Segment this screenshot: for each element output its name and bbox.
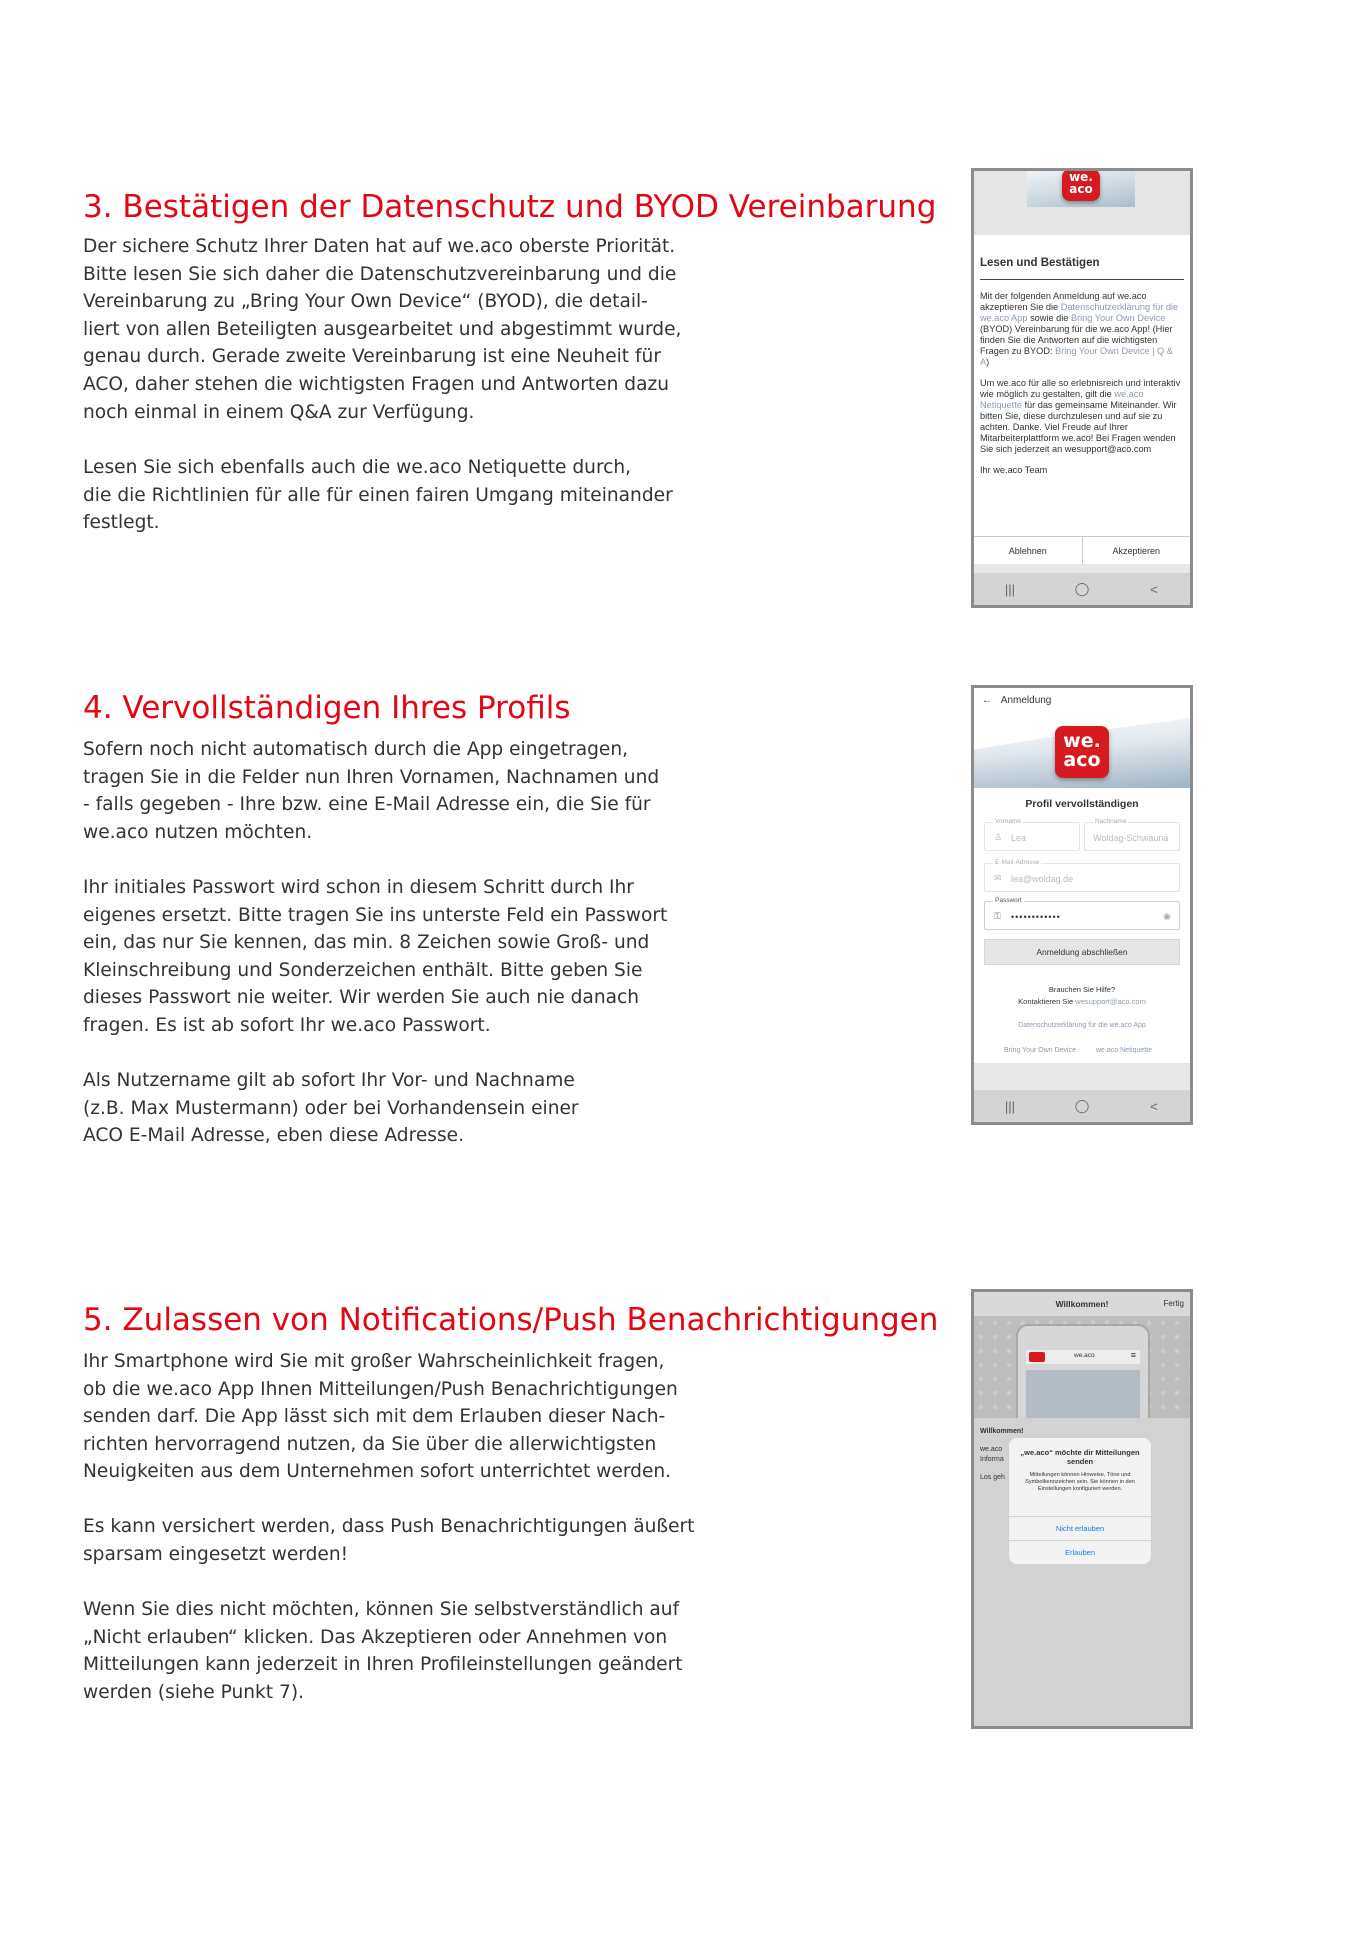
home-icon[interactable]: ◯	[1074, 1098, 1090, 1113]
netiquette-link[interactable]: we.aco Netiquette	[1096, 1047, 1153, 1054]
home-icon[interactable]: ◯	[1074, 581, 1090, 596]
byod-link[interactable]: Bring Your Own Device	[1004, 1047, 1076, 1054]
back-icon[interactable]: <	[1150, 1098, 1158, 1114]
privacy-link[interactable]: Datenschutzerklärung für die we.aco App	[980, 302, 1179, 323]
preview-background	[974, 1316, 1190, 1418]
ios-header	[974, 1292, 1190, 1316]
arrow-left-icon: ←	[982, 695, 992, 706]
section-4-paragraph-1: Sofern noch nicht automatisch durch die App eingetragen, tragen Sie in die Felder nun Ihren Vornamen, Nachnamen und - falls gegeben - Ihre bzw. eine E-Mail Adresse ein, die Sie für we.aco nutzen möchten.	[83, 739, 660, 843]
section-5-paragraph-2: Es kann versichert werden, dass Push Benachrichtigungen äußert sparsam eingesetzt werden!	[83, 1516, 695, 1565]
accept-button[interactable]: Akzeptieren	[1112, 546, 1161, 556]
section-3-paragraph-2: Lesen Sie sich ebenfalls auch die we.aco Netiquette durch, die die Richtlinien für alle für einen fairen Umgang miteinander festlegt.	[83, 457, 673, 534]
blank-area	[974, 564, 1190, 573]
welcome-title: Willkommen!	[1055, 1299, 1109, 1309]
submit-button[interactable]: Anmeldung abschließen	[984, 939, 1180, 965]
dialog-body: Mitteilungen können Hinweise, Töne und Symbolkennzeichen sein. Sie können in den Einstellungen konfiguriert werden.	[1025, 1472, 1135, 1492]
first-name-field[interactable]: Vorname ♙ Lea	[984, 822, 1080, 851]
section-5-title: 5. Zulassen von Notifications/Push Benachrichtigungen	[83, 1302, 939, 1338]
section-4-paragraph-3: Als Nutzername gilt ab sofort Ihr Vor- und Nachname (z.B. Max Mustermann) oder bei Vorhandensein einer ACO E-Mail Adresse, eben diese Adresse.	[83, 1070, 579, 1147]
phone-screenshot-profile	[971, 685, 1193, 1125]
help-text: Brauchen Sie Hilfe?	[1048, 985, 1116, 994]
key-icon: ⚿	[994, 911, 1001, 921]
recent-apps-icon[interactable]: |||	[1004, 581, 1016, 597]
support-email-link[interactable]: wesupport@aco.com	[1075, 997, 1146, 1006]
back-to-login[interactable]: ← Anmeldung	[982, 695, 1052, 706]
byod-qa-link[interactable]: Bring Your Own Device | Q & A	[980, 346, 1173, 367]
phone-screenshot-terms	[971, 168, 1193, 608]
contact-line: Kontaktieren Sie wesupport@aco.com	[1018, 997, 1146, 1006]
we-aco-logo: we. aco	[1062, 169, 1100, 201]
last-name-field[interactable]: Nachname Woldag-Schwauna	[1084, 822, 1180, 851]
mini-topbar: we.aco ≡	[1026, 1350, 1140, 1364]
profile-heading: Profil vervollständigen	[1025, 798, 1139, 810]
email-field[interactable]: E-Mail-Adresse ✉ lea@woldag.de	[984, 863, 1180, 892]
recent-apps-icon[interactable]: |||	[1004, 1098, 1016, 1114]
android-navbar	[974, 1090, 1190, 1122]
divider	[980, 279, 1184, 280]
header-banner	[974, 171, 1190, 235]
mail-icon: ✉	[994, 873, 1002, 883]
phone-screenshot-notifications	[971, 1289, 1193, 1729]
section-3-paragraph-1: Der sichere Schutz Ihrer Daten hat auf we.aco oberste Priorität. Bitte lesen Sie sich daher die Datenschutzvereinbarung und die Vereinbarung zu „Bring Your Own Device“ (BYOD), die detail- liert von allen Beteiligten ausgearbeitet und abgestimmt wurde, genau durch. Gerade zweite Vereinbarung ist eine Neuheit für ACO, daher stehen die wichtigsten Fragen und Antworten dazu noch einmal in einem Q&A zur Verfügung.	[83, 236, 682, 423]
done-button[interactable]: Fertig	[1163, 1299, 1184, 1308]
permission-dialog	[1009, 1438, 1151, 1564]
back-icon[interactable]: <	[1150, 581, 1158, 597]
menu-icon: ≡	[1130, 1350, 1136, 1360]
section-5-paragraph-1: Ihr Smartphone wird Sie mit großer Wahrscheinlichkeit fragen, ob die we.aco App Ihnen Mitteilungen/Push Benachrichtigungen senden darf. Die App lässt sich mit dem Erlauben dieser Nach- richten hervorragend nutzen, da Sie über die allerwichtigsten Neuigkeiten aus dem Unternehmen sofort unterrichtet werden.	[83, 1351, 678, 1483]
dialog-title: „we.aco“ möchte dir Mitteilungen senden	[1020, 1448, 1140, 1466]
privacy-link[interactable]: Datenschutzerklärung für die we.aco App	[1018, 1022, 1146, 1029]
allow-button[interactable]: Erlauben	[1009, 1540, 1151, 1564]
section-4-paragraph-2: Ihr initiales Passwort wird schon in diesem Schritt durch Ihr eigenes ersetzt. Bitte tragen Sie ins unterste Feld ein Passwort ein, das nur Sie kennen, das min. 8 Zeichen sowie Groß- und Kleinschreibung und Sonderzeichen enthält. Bitte geben Sie dieses Passwort nie weiter. Wir werden Sie auch nie danach fragen. Es ist ab sofort Ihr we.aco Passwort.	[83, 877, 668, 1036]
terms-heading: Lesen und Bestätigen	[980, 257, 1100, 269]
password-field[interactable]: Passwort ⚿ •••••••••••• ◉	[984, 901, 1180, 930]
user-icon: ♙	[994, 832, 1003, 842]
mini-logo	[1029, 1352, 1045, 1362]
terms-body: Mit der folgenden Anmeldung auf we.aco akzeptieren Sie die Datenschutzerklärung für die we.aco App sowie die Bring Your Own Device (BYOD) Vereinbarung für die we.aco App! (Hier finden Sie die Antworten auf die wichtigsten Fragen zu BYOD: Bring Your Own Device | Q & A) Um we.aco für alle so erlebnisreich und interaktiv wie möglich zu gestalten, gilt die we.aco Netiquette für das gemeinsame Miteinander. Wir bitten Sie, diese durchzulesen und auf sie zu achten. Danke. Viel Freude auf Ihrer Mitarbeiterplattform we.aco! Bei Fragen wenden Sie sich jederzeit an wesupport@aco.com Ihr we.aco Team	[980, 291, 1184, 486]
we-aco-logo: we. aco	[1055, 726, 1109, 778]
byod-link[interactable]: Bring Your Own Device	[1070, 313, 1166, 323]
decline-button[interactable]: Ablehnen	[974, 537, 1083, 565]
deny-button[interactable]: Nicht erlauben	[1009, 1516, 1151, 1541]
android-navbar	[974, 573, 1190, 605]
welcome-sheet: Willkommen! we.aco Informa Los geh	[974, 1418, 1190, 1726]
section-3-title: 3. Bestätigen der Datenschutz und BYOD Vereinbarung	[83, 189, 937, 225]
netiquette-link[interactable]: we.aco Netiquette	[980, 389, 1144, 410]
terms-buttons	[974, 536, 1190, 565]
eye-icon[interactable]: ◉	[1163, 911, 1171, 921]
section-5-paragraph-3: Wenn Sie dies nicht möchten, können Sie selbstverständlich auf „Nicht erlauben“ klicken. Das Akzeptieren oder Annehmen von Mitteilungen kann jederzeit in Ihren Profileinstellungen geändert werden (siehe Punkt 7).	[83, 1599, 683, 1703]
mini-content	[1026, 1370, 1140, 1420]
blank-area	[974, 1063, 1190, 1090]
signoff: Ihr we.aco Team	[980, 465, 1048, 475]
section-4-title: 4. Vervollständigen Ihres Profils	[83, 690, 571, 726]
